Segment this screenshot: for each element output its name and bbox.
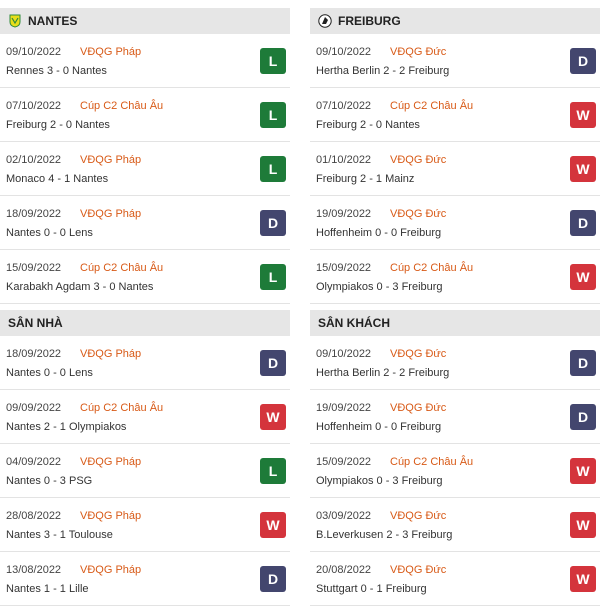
match-row[interactable] <box>310 552 600 606</box>
competition-link[interactable]: VĐQG Đức <box>390 46 447 58</box>
team-name: NANTES <box>28 14 78 28</box>
competition-link[interactable]: VĐQG Đức <box>390 348 447 360</box>
match-date: 18/09/2022 <box>6 348 62 360</box>
result-badge: W <box>260 404 286 430</box>
competition-link[interactable]: VĐQG Đức <box>390 402 447 414</box>
match-row[interactable] <box>0 88 290 142</box>
competition-link[interactable]: Cúp C2 Châu Âu <box>80 262 164 274</box>
competition-link[interactable]: VĐQG Pháp <box>80 564 142 576</box>
match-row[interactable] <box>310 336 600 390</box>
competition-link[interactable]: VĐQG Pháp <box>80 348 142 360</box>
section-header-home <box>0 310 290 336</box>
result-badge: D <box>260 210 286 236</box>
result-badge: W <box>570 102 596 128</box>
match-score: Olympiakos 0 - 3 Freiburg <box>316 281 443 293</box>
section-header-away <box>310 310 600 336</box>
match-date: 09/10/2022 <box>6 46 62 58</box>
match-date: 09/10/2022 <box>316 348 372 360</box>
match-row[interactable] <box>310 88 600 142</box>
match-date: 09/10/2022 <box>316 46 372 58</box>
match-row[interactable] <box>310 196 600 250</box>
result-badge: D <box>570 350 596 376</box>
match-score: Hertha Berlin 2 - 2 Freiburg <box>316 65 450 77</box>
match-score: Freiburg 2 - 1 Mainz <box>316 173 415 185</box>
nantes-column <box>0 0 290 606</box>
match-date: 01/10/2022 <box>316 154 372 166</box>
team-header-nantes <box>0 8 290 34</box>
match-row[interactable] <box>0 390 290 444</box>
team-name: FREIBURG <box>338 14 401 28</box>
match-row[interactable] <box>0 142 290 196</box>
match-date: 09/09/2022 <box>6 402 62 414</box>
match-score: Nantes 0 - 3 PSG <box>6 475 93 487</box>
match-date: 02/10/2022 <box>6 154 62 166</box>
match-date: 03/09/2022 <box>316 510 372 522</box>
match-date: 15/09/2022 <box>6 262 62 274</box>
result-badge: W <box>570 264 596 290</box>
competition-link[interactable]: VĐQG Pháp <box>80 208 142 220</box>
match-score: Nantes 0 - 0 Lens <box>6 367 93 379</box>
match-row[interactable] <box>310 390 600 444</box>
match-date: 19/09/2022 <box>316 402 372 414</box>
match-score: Hoffenheim 0 - 0 Freiburg <box>316 227 442 239</box>
match-score: Nantes 3 - 1 Toulouse <box>6 529 113 541</box>
match-score: Nantes 0 - 0 Lens <box>6 227 93 239</box>
match-row[interactable] <box>0 34 290 88</box>
match-date: 19/09/2022 <box>316 208 372 220</box>
match-row[interactable] <box>310 498 600 552</box>
result-badge: D <box>570 404 596 430</box>
match-score: Monaco 4 - 1 Nantes <box>6 173 109 185</box>
match-date: 15/09/2022 <box>316 262 372 274</box>
match-date: 13/08/2022 <box>6 564 62 576</box>
competition-link[interactable]: VĐQG Pháp <box>80 510 142 522</box>
match-date: 07/10/2022 <box>6 100 62 112</box>
match-date: 04/09/2022 <box>6 456 62 468</box>
result-badge: W <box>260 512 286 538</box>
match-row[interactable] <box>0 552 290 606</box>
away-matches-list <box>310 336 600 606</box>
result-badge: D <box>570 48 596 74</box>
competition-link[interactable]: Cúp C2 Châu Âu <box>390 456 474 468</box>
result-badge: W <box>570 512 596 538</box>
match-score: Hoffenheim 0 - 0 Freiburg <box>316 421 442 433</box>
result-badge: W <box>570 566 596 592</box>
result-badge: L <box>260 156 286 182</box>
section-title: SÂN KHÁCH <box>318 316 390 330</box>
match-score: Freiburg 2 - 0 Nantes <box>6 119 110 131</box>
match-row[interactable] <box>0 444 290 498</box>
home-matches-list <box>0 336 290 606</box>
match-row[interactable] <box>0 336 290 390</box>
match-score: Nantes 2 - 1 Olympiakos <box>6 421 127 433</box>
freiburg-logo-icon <box>318 14 332 28</box>
match-score: Hertha Berlin 2 - 2 Freiburg <box>316 367 450 379</box>
match-date: 18/09/2022 <box>6 208 62 220</box>
result-badge: D <box>570 210 596 236</box>
result-badge: D <box>260 350 286 376</box>
section-title: SÂN NHÀ <box>8 316 63 330</box>
competition-link[interactable]: VĐQG Đức <box>390 208 447 220</box>
match-row[interactable] <box>310 142 600 196</box>
match-score: Stuttgart 0 - 1 Freiburg <box>316 583 427 595</box>
result-badge: L <box>260 458 286 484</box>
result-badge: D <box>260 566 286 592</box>
team-header-freiburg <box>310 8 600 34</box>
match-row[interactable] <box>310 444 600 498</box>
recent-matches-list <box>310 34 600 304</box>
competition-link[interactable]: Cúp C2 Châu Âu <box>390 100 474 112</box>
result-badge: L <box>260 102 286 128</box>
result-badge: L <box>260 264 286 290</box>
match-score: Olympiakos 0 - 3 Freiburg <box>316 475 443 487</box>
competition-link[interactable]: Cúp C2 Châu Âu <box>390 262 474 274</box>
match-row[interactable] <box>0 196 290 250</box>
competition-link[interactable]: Cúp C2 Châu Âu <box>80 402 164 414</box>
recent-matches-list <box>0 34 290 304</box>
competition-link[interactable]: VĐQG Pháp <box>80 154 142 166</box>
match-score: Karabakh Agdam 3 - 0 Nantes <box>6 281 154 293</box>
competition-link[interactable]: VĐQG Đức <box>390 564 447 576</box>
match-date: 20/08/2022 <box>316 564 372 576</box>
competition-link[interactable]: Cúp C2 Châu Âu <box>80 100 164 112</box>
match-row[interactable] <box>0 250 290 304</box>
result-badge: W <box>570 458 596 484</box>
competition-link[interactable]: VĐQG Đức <box>390 154 447 166</box>
result-badge: L <box>260 48 286 74</box>
match-score: B.Leverkusen 2 - 3 Freiburg <box>316 529 453 541</box>
match-date: 28/08/2022 <box>6 510 62 522</box>
match-date: 07/10/2022 <box>316 100 372 112</box>
match-row[interactable] <box>0 498 290 552</box>
result-badge: W <box>570 156 596 182</box>
match-date: 15/09/2022 <box>316 456 372 468</box>
match-score: Nantes 1 - 1 Lille <box>6 583 89 595</box>
competition-link[interactable]: VĐQG Đức <box>390 510 447 522</box>
match-row[interactable] <box>310 34 600 88</box>
freiburg-column <box>310 0 600 606</box>
match-score: Rennes 3 - 0 Nantes <box>6 65 107 77</box>
competition-link[interactable]: VĐQG Pháp <box>80 456 142 468</box>
competition-link[interactable]: VĐQG Pháp <box>80 46 142 58</box>
nantes-logo-icon <box>8 14 22 28</box>
match-score: Freiburg 2 - 0 Nantes <box>316 119 420 131</box>
match-row[interactable] <box>310 250 600 304</box>
